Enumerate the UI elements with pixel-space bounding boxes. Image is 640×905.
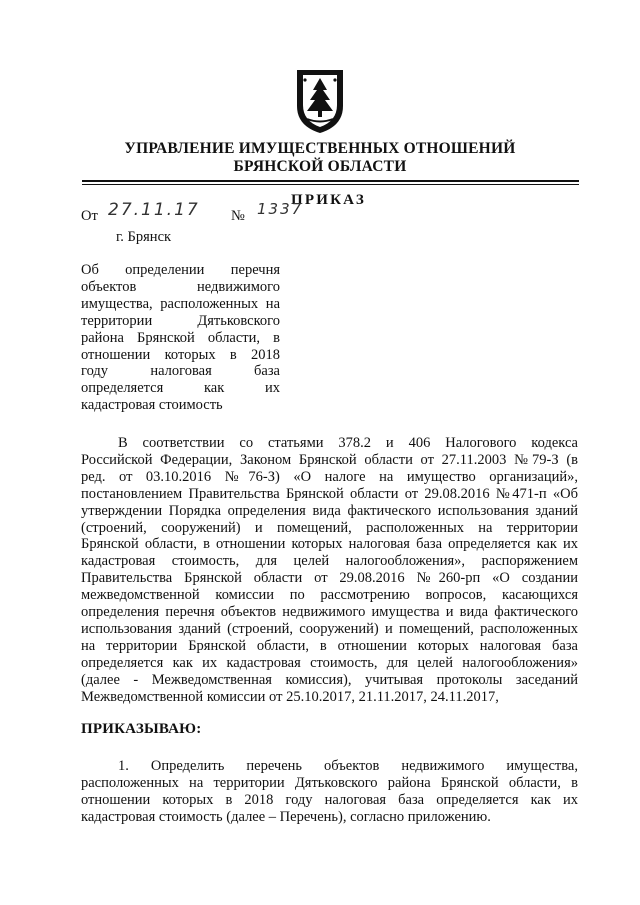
subject-line: отношении которых в 2018 — [81, 346, 280, 363]
item-line: расположенных на территории Дятьковского района Брянской области, в — [81, 775, 578, 791]
preamble-line: использования зданий (строений, сооружений) и помещений, расположенных — [81, 620, 578, 637]
header-rule-thin — [82, 184, 579, 185]
header-rule-thick — [82, 180, 579, 182]
subject-line: района Брянской области, в — [81, 329, 280, 346]
subject-line: кадастровая стоимость — [81, 397, 223, 414]
subject-line: определяется как их — [81, 380, 280, 397]
document-city: г. Брянск — [116, 229, 172, 245]
preamble-line: определения перечня объектов недвижимого имущества и вида фактического — [81, 604, 578, 621]
item-line: 1. Определить перечень объектов недвижимого имущества, — [118, 758, 578, 774]
preamble-line: (далее - Межведомственная комиссия), учитывая протоколы заседаний — [81, 671, 578, 688]
document-date: 27.11.17 — [108, 200, 200, 220]
preamble-line: В соответствии со статьями 378.2 и 406 Налогового кодекса — [118, 435, 578, 451]
preamble-line: (строений, сооружений) и помещений, расположенных на территории — [81, 519, 578, 536]
item-line: кадастровая стоимость (далее – Перечень), согласно приложению. — [81, 809, 491, 825]
subject-line: имущества, расположенных на — [81, 295, 280, 312]
org-name-line1: УПРАВЛЕНИЕ ИМУЩЕСТВЕННЫХ ОТНОШЕНИЙ — [124, 140, 516, 157]
coat-of-arms-icon — [291, 66, 349, 136]
preamble-line: Межведомственной комиссии от 25.10.2017, 21.11.2017, 24.11.2017, — [81, 688, 499, 705]
preamble-line: на территории Брянской области, в отношении которых налоговая база — [81, 637, 578, 654]
preamble-line: постановлением Правительства Брянской области от 29.08.2016 №471-п «Об — [81, 485, 578, 502]
preamble-line: Правительства Брянской области от 29.08.2016 №260-рп «О создании — [81, 570, 578, 587]
date-prefix: От — [81, 208, 98, 224]
preamble-line: определяется как их кадастровая стоимость, для целей налогообложения» — [81, 654, 578, 671]
subject-line: территории Дятьковского — [81, 312, 280, 329]
preamble-line: утверждении Порядка определения вида фактического использования зданий — [81, 502, 578, 519]
order-subject — [81, 262, 280, 414]
subject-line: Об определении перечня — [81, 262, 280, 278]
document-number: 1337 — [257, 200, 304, 218]
preamble-paragraph — [81, 435, 578, 706]
number-label: № — [231, 208, 245, 224]
preamble-line: Российской Федерации, Законом Брянской области от 27.11.2003 №79-З (в — [81, 451, 578, 468]
order-item-1 — [81, 758, 578, 826]
order-command: ПРИКАЗЫВАЮ: — [81, 721, 202, 737]
item-line: отношении которых в 2018 году налоговая база определяется как их — [81, 792, 578, 808]
preamble-line: ред. от 03.10.2016 №76-З) «О налоге на имущество организаций», — [81, 468, 578, 485]
org-name-line2: БРЯНСКОЙ ОБЛАСТИ — [233, 158, 407, 175]
preamble-line: Брянской области, в отношении которых налоговая база определяется как их — [81, 536, 578, 553]
document-type: ПРИКАЗ — [291, 192, 366, 208]
subject-line: объектов недвижимого — [81, 278, 280, 295]
preamble-line: кадастровая стоимость, для целей налогообложения», распоряжением — [81, 553, 578, 570]
preamble-line: межведомственной комиссии по рассмотрению вопросов, касающихся — [81, 587, 578, 604]
subject-line: году налоговая база — [81, 363, 280, 380]
